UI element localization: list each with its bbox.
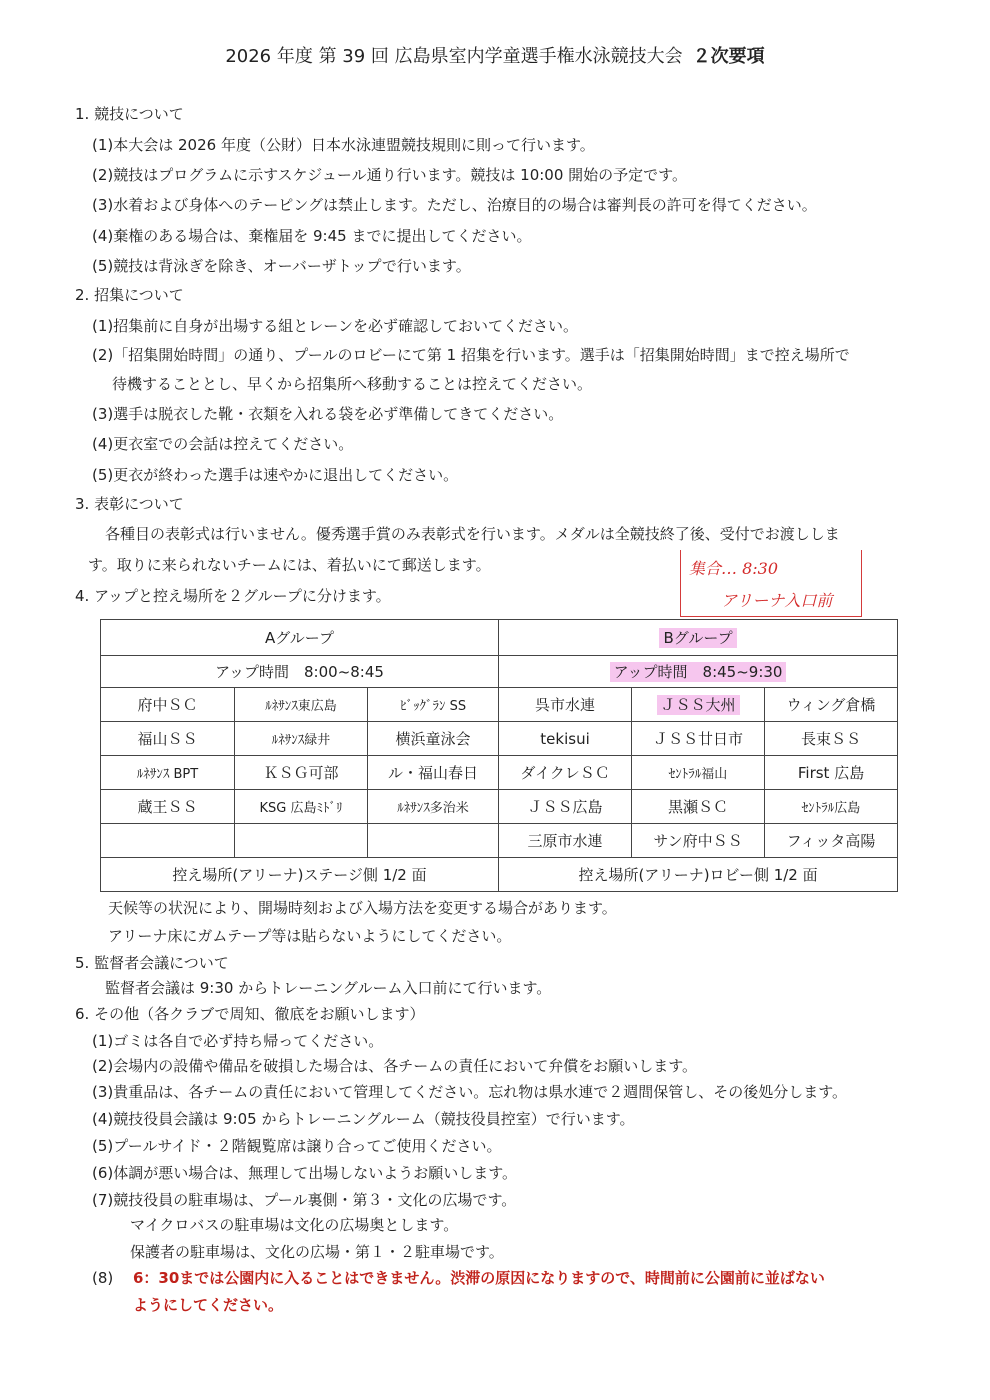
s6-sub: 保護者の駐車場は、文化の広場・第１・２駐車場です。: [130, 1243, 504, 1261]
s6-item: (7)競技役員の駐車場は、プール裏側・第３・文化の広場です。: [92, 1191, 517, 1209]
s5-heading: 5. 監督者会議について: [75, 954, 229, 972]
team-cell: 府中ＳＣ: [101, 688, 235, 722]
s3-line: す。取りに来られないチームには、着払いにて郵送します。: [88, 556, 491, 574]
team-cell: [632, 688, 765, 722]
group-b-label: Bグループ: [659, 628, 736, 648]
team-cell: ﾙﾈｻﾝｽ多治米: [368, 790, 499, 824]
title-main: 2026 年度 第 39 回 広島県室内学童選手権水泳競技大会: [225, 46, 683, 67]
note-line: 集合… 8:30: [689, 559, 779, 578]
note-line: アリーナ入口前: [721, 591, 833, 610]
s4-note: アリーナ床にガムテープ等は貼らないようにしてください。: [108, 927, 512, 945]
s1-item: (3)水着および身体へのテーピングは禁止します。ただし、治療目的の場合は審判長の許可を得てください。: [92, 196, 817, 214]
team-cell: 長束ＳＳ: [765, 722, 898, 756]
team-cell: KSG 広島ﾐﾄﾞﾘ: [235, 790, 368, 824]
s6-item: (6)体調が悪い場合は、無理して出場しないようお願いします。: [92, 1164, 518, 1182]
team-cell: サン府中ＳＳ: [632, 824, 765, 858]
team-cell: ﾙﾈｻﾝｽ緑井: [235, 722, 368, 756]
title-bold: ２次要項: [692, 46, 765, 67]
team-cell: ル・福山春日: [368, 756, 499, 790]
team-cell: ＫＳＧ可部: [235, 756, 368, 790]
s6-sub: マイクロバスの駐車場は文化の広場奥とします。: [130, 1216, 459, 1234]
team-cell: ﾋﾞｯｸﾞﾗﾝ SS: [368, 688, 499, 722]
team-cell: [368, 824, 499, 858]
page-title: [0, 42, 990, 68]
s2-item: (1)招集前に自身が出場する組とレーンを必ず確認しておいてください。: [92, 317, 578, 335]
team-cell: ＪＳＳ廿日市: [632, 722, 765, 756]
s1-item: (5)競技は背泳ぎを除き、オーバーザトップで行います。: [92, 257, 471, 275]
s3-line: 各種目の表彰式は行いません。優秀選手賞のみ表彰式を行います。メダルは全競技終了後、受付でお渡ししま: [105, 525, 840, 543]
team-cell: ｾﾝﾄﾗﾙ福山: [632, 756, 765, 790]
team-cell: ＪＳＳ広島: [499, 790, 632, 824]
s6-item8-warning: ようにしてください。: [133, 1296, 284, 1314]
s2-item: (4)更衣室での会話は控えてください。: [92, 435, 354, 453]
team-cell: 横浜童泳会: [368, 722, 499, 756]
team-cell: 福山ＳＳ: [101, 722, 235, 756]
s6-item8-warning: 6：30までは公園内に入ることはできません。渋滞の原因になりますので、時間前に公園前に並ばない: [133, 1269, 825, 1287]
team-cell: tekisui: [499, 722, 632, 756]
s1-item: (1)本大会は 2026 年度（公財）日本水泳連盟競技規則に則って行います。: [92, 136, 595, 154]
team-highlight: ＪＳＳ大州: [657, 695, 740, 715]
s6-heading: 6. その他（各クラブで周知、徹底をお願いします）: [75, 1005, 425, 1023]
team-cell: 三原市水連: [499, 824, 632, 858]
team-cell: 蔵王ＳＳ: [101, 790, 235, 824]
s2-item: (3)選手は脱衣した靴・衣類を入れる袋を必ず準備してきてください。: [92, 405, 564, 423]
s6-item: (1)ゴミは各自で必ず持ち帰ってください。: [92, 1032, 384, 1050]
s5-line: 監督者会議は 9:30 からトレーニングルーム入口前にて行います。: [105, 979, 552, 997]
team-cell: 黒瀬ＳＣ: [632, 790, 765, 824]
group-b-header: [499, 620, 898, 656]
s6-item: (2)会場内の設備や備品を破損した場合は、各チームの責任において弁償をお願いします。: [92, 1057, 698, 1075]
team-cell: [235, 824, 368, 858]
up-time-b-label: アップ時間 8:45~9:30: [610, 662, 787, 682]
s2-item: 待機することとし、早くから招集所へ移動することは控えてください。: [112, 375, 593, 393]
s2-heading: 2. 招集について: [75, 286, 184, 304]
team-cell: [101, 824, 235, 858]
team-cell: ウィング倉橋: [765, 688, 898, 722]
team-cell: フィッタ高陽: [765, 824, 898, 858]
s1-item: (4)棄権のある場合は、棄権届を 9:45 までに提出してください。: [92, 227, 532, 245]
s6-item: (4)競技役員会議は 9:05 からトレーニングルーム（競技役員控室）で行います。: [92, 1110, 635, 1128]
up-time-a: アップ時間 8:00~8:45: [101, 656, 499, 688]
place-a: 控え場所(アリーナ)ステージ側 1/2 面: [101, 858, 499, 892]
s2-item: (2)「招集開始時間」の通り、プールのロビーにて第 1 招集を行います。選手は「招集開始時間」まで控え場所で: [92, 346, 850, 364]
up-time-b: [499, 656, 898, 688]
s6-item: (5)プールサイド・２階観覧席は譲り合ってご使用ください。: [92, 1137, 502, 1155]
place-b: 控え場所(アリーナ)ロビー側 1/2 面: [499, 858, 898, 892]
s2-item: (5)更衣が終わった選手は速やかに退出してください。: [92, 466, 459, 484]
team-cell: ｾﾝﾄﾗﾙ広島: [765, 790, 898, 824]
handwritten-note: [680, 550, 862, 617]
s4-note: 天候等の状況により、開場時刻および入場方法を変更する場合があります。: [108, 899, 617, 917]
team-cell: ﾙﾈｻﾝｽ BPT: [101, 756, 235, 790]
team-cell: First 広島: [765, 756, 898, 790]
group-a-header: Aグループ: [101, 620, 499, 656]
s3-heading: 3. 表彰について: [75, 495, 184, 513]
s6-item: (3)貴重品は、各チームの責任において管理してください。忘れ物は県水連で２週間保管し、その後処分します。: [92, 1083, 848, 1101]
team-cell: 呉市水連: [499, 688, 632, 722]
group-table: [100, 619, 898, 892]
s6-item8-num: (8): [92, 1269, 114, 1287]
team-cell: ﾙﾈｻﾝｽ東広島: [235, 688, 368, 722]
s1-heading: 1. 競技について: [75, 105, 184, 123]
s1-item: (2)競技はプログラムに示すスケジュール通り行います。競技は 10:00 開始の予定です。: [92, 166, 687, 184]
team-cell: ダイクレＳＣ: [499, 756, 632, 790]
s4-heading: 4. アップと控え場所を２グループに分けます。: [75, 587, 391, 605]
